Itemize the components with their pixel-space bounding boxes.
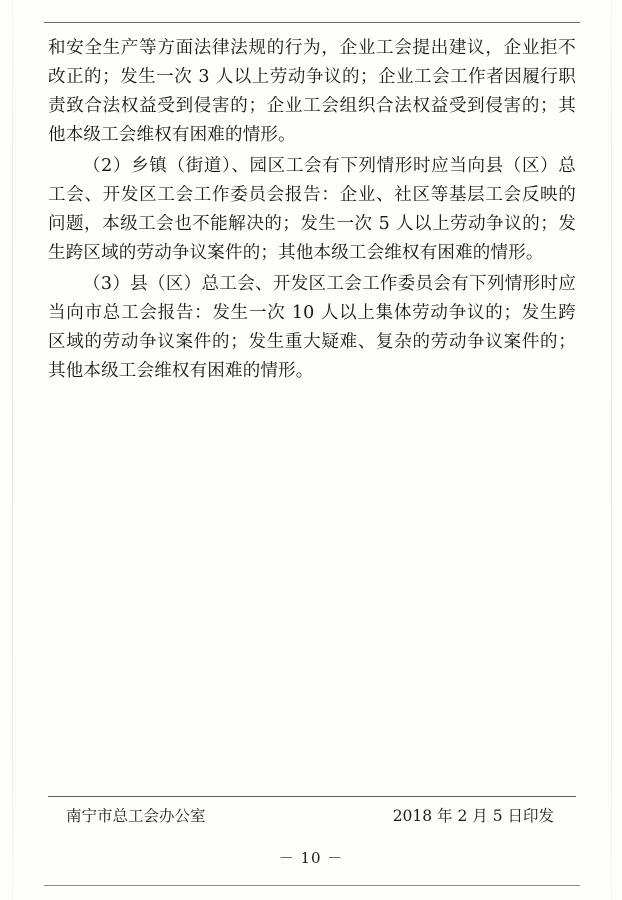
page-edge-left: [12, 0, 13, 900]
document-body: [48, 34, 576, 388]
bottom-rule: [44, 885, 580, 886]
footer-issuer: 南宁市总工会办公室: [66, 807, 206, 825]
paragraph-item-2: （2）乡镇（街道）、园区工会有下列情形时应当向县（区）总工会、开发区工会工作委员会报告：企业、社区等基层工会反映的问题，本级工会也不能解决的；发生一次 5 人以上劳动争议的；发生跨区域的劳动争议案件的；其他本级工会维权有困难的情形。: [48, 156, 576, 263]
page-number: － 10 －: [278, 849, 344, 867]
footer-row: [48, 804, 576, 828]
paragraph-continued: 和安全生产等方面法律法规的行为，企业工会提出建议，企业拒不改正的；发生一次 3 人以上劳动争议的；企业工会工作者因履行职责致合法权益受到侵害的；企业工会组织合法权益受到侵害的；其他本级工会维权有困难的情形。: [48, 38, 576, 145]
document-footer: [48, 796, 576, 828]
header-rule: [44, 22, 580, 23]
page-edge-right: [611, 0, 612, 900]
footer-date: 2018 年 2 月 5 日印发: [392, 807, 554, 825]
paragraph-item-3: （3）县（区）总工会、开发区工会工作委员会有下列情形时应当向市总工会报告：发生一次 10 人以上集体劳动争议的；发生跨区域的劳动争议案件的；发生重大疑难、复杂的劳动争议案件的；其他本级工会维权有困难的情形。: [48, 274, 576, 381]
footer-rule: [48, 796, 576, 797]
